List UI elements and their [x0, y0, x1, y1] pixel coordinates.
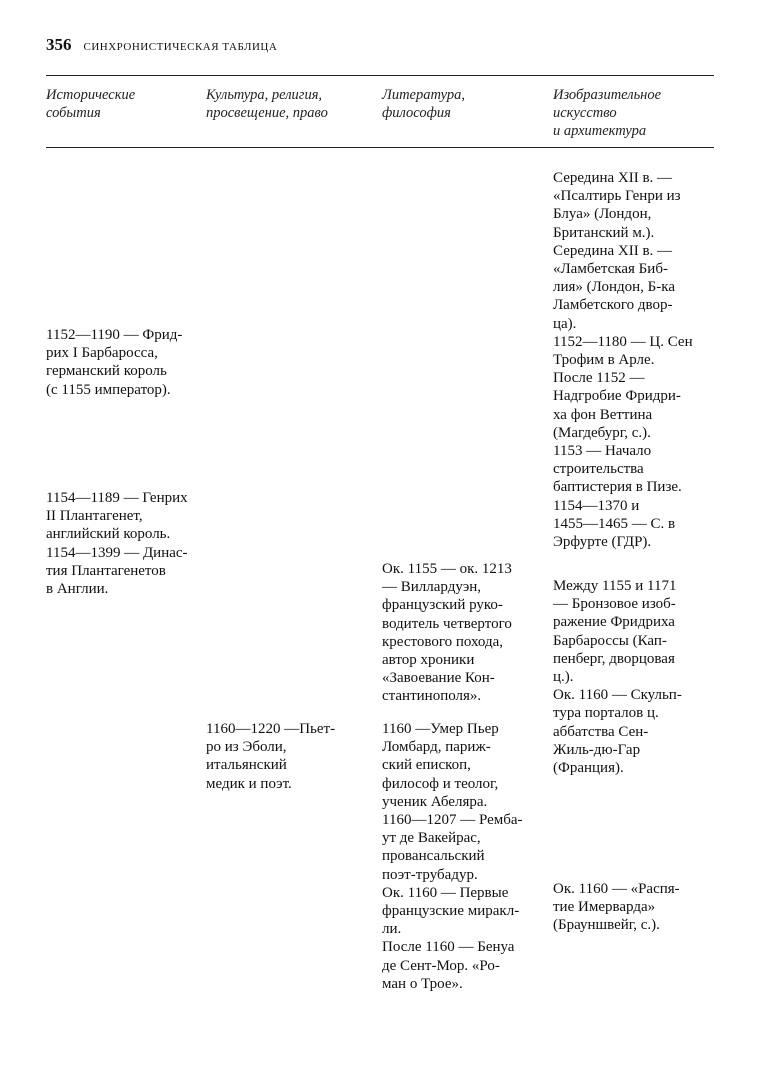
entry-line: баптистерия в Пизе.: [553, 479, 682, 496]
page-number: 356: [46, 35, 72, 54]
column-header-line: Культура, религия,: [206, 87, 323, 103]
entry-line: тия Плантагенетов: [46, 562, 166, 579]
table-entry-art: [553, 880, 680, 935]
entry-line: Надгробие Фридри-: [553, 388, 681, 405]
table-entry-history: [46, 326, 182, 399]
entry-line: пенберг, дворцовая: [553, 650, 675, 667]
column-header-line: события: [46, 105, 101, 121]
entry-line: Ок. 1160 — Скульп-: [553, 687, 682, 704]
entry-line: рих I Барбаросса,: [46, 345, 158, 362]
entry-line: Блуа» (Лондон,: [553, 206, 652, 223]
entry-line: Середина XII в. —: [553, 242, 673, 259]
entry-line: 1153 — Начало: [553, 443, 652, 460]
table-entry-art: [553, 169, 693, 551]
table-entry-literature: [382, 560, 512, 706]
entry-line: 1455—1465 — С. в: [553, 515, 676, 532]
entry-line: ученик Абеляра.: [382, 793, 488, 810]
entry-line: 1160—1220 —Пьет-: [206, 721, 336, 737]
column-header-history: [46, 86, 135, 122]
entry-line: Британский м.).: [553, 224, 655, 241]
entry-line: ро из Эболи,: [206, 739, 287, 756]
column-header-line: Литература,: [382, 87, 465, 103]
entry-line: (Франция).: [553, 760, 624, 777]
entry-line: Ломбард, париж-: [382, 739, 491, 756]
column-header-line: философия: [382, 105, 451, 121]
entry-line: Между 1155 и 1171: [553, 578, 677, 594]
entry-line: Ок. 1155 — ок. 1213: [382, 561, 512, 577]
entry-line: (Магдебург, с.).: [553, 424, 651, 441]
column-header-line: искусство: [553, 105, 617, 121]
entry-line: ман о Трое».: [382, 975, 463, 992]
entry-line: автор хроники: [382, 652, 475, 669]
entry-line: 1160—1207 — Рембa-: [382, 812, 523, 829]
entry-line: 1154—1370 и: [553, 497, 640, 514]
entry-line: в Англии.: [46, 581, 109, 598]
entry-line: Эрфурте (ГДР).: [553, 534, 652, 551]
running-title: СИНХРОНИСТИЧЕСКАЯ ТАБЛИЦА: [83, 41, 278, 53]
page-header: [46, 35, 277, 55]
entry-line: провансальский: [382, 848, 485, 865]
table-entry-culture: [206, 720, 335, 793]
entry-line: французские миракл-: [382, 903, 520, 920]
column-header-line: Исторические: [46, 87, 136, 103]
entry-line: Барбароссы (Кап-: [553, 632, 667, 649]
entry-line: (с 1155 император).: [46, 381, 171, 398]
entry-line: После 1160 — Бенуа: [382, 939, 515, 956]
entry-line: (Брауншвейг, с.).: [553, 917, 660, 934]
entry-line: строительства: [553, 461, 644, 478]
column-header-line: и архитектура: [553, 123, 647, 139]
entry-line: германский король: [46, 363, 167, 380]
entry-line: 1152—1190 — Фрид-: [46, 327, 183, 343]
entry-line: Ок. 1160 — Первые: [382, 884, 509, 901]
top-rule: [46, 75, 714, 76]
entry-line: 1152—1180 — Ц. Сен: [553, 333, 693, 350]
entry-line: Середина XII в. —: [553, 170, 673, 186]
entry-line: Жиль-дю-Гар: [553, 741, 641, 758]
entry-line: итальянский: [206, 757, 287, 774]
entry-line: водитель четвертого: [382, 615, 512, 632]
entry-line: ца).: [553, 315, 577, 332]
entry-line: ц.).: [553, 669, 574, 686]
entry-line: Трофим в Арле.: [553, 352, 655, 369]
table-entry-art: [553, 577, 682, 777]
entry-line: II Плантагенет,: [46, 508, 143, 525]
entry-line: Ламбетского двор-: [553, 297, 673, 314]
entry-line: крестового похода,: [382, 633, 504, 650]
entry-line: «Ламбетская Биб-: [553, 261, 668, 278]
entry-line: французский руко-: [382, 597, 503, 614]
entry-line: «Псалтирь Генри из: [553, 188, 681, 205]
column-header-literature: [382, 86, 465, 122]
entry-line: 1154—1189 — Генрих: [46, 490, 188, 506]
entry-line: де Сент-Мор. «Ро-: [382, 957, 500, 974]
entry-line: ха фон Веттина: [553, 406, 653, 423]
entry-line: стантинополя».: [382, 688, 482, 705]
column-header-line: просвещение, право: [206, 105, 328, 121]
header-bottom-rule: [46, 147, 714, 148]
table-entry-history: [46, 489, 188, 598]
entry-line: ут де Вакейрас,: [382, 830, 481, 847]
entry-line: поэт-трубадур.: [382, 866, 478, 883]
table-entry-literature: [382, 720, 523, 993]
entry-line: философ и теолог,: [382, 775, 499, 792]
entry-line: лия» (Лондон, Б-ка: [553, 279, 675, 296]
entry-line: 1160 —Умер Пьер: [382, 721, 499, 737]
entry-line: ражение Фридриха: [553, 614, 675, 631]
entry-line: — Виллардуэн,: [382, 579, 482, 596]
column-header-culture: [206, 86, 328, 122]
entry-line: английский король.: [46, 526, 171, 543]
entry-line: ли.: [382, 921, 402, 938]
entry-line: тие Имерварда»: [553, 899, 656, 916]
column-header-art: [553, 86, 661, 140]
entry-line: Ок. 1160 — «Распя-: [553, 881, 680, 897]
entry-line: медик и поэт.: [206, 775, 292, 792]
entry-line: — Бронзовое изоб-: [553, 596, 676, 613]
entry-line: ский епископ,: [382, 757, 471, 774]
entry-line: После 1152 —: [553, 370, 645, 387]
entry-line: аббатства Сен-: [553, 723, 649, 740]
entry-line: 1154—1399 — Динас-: [46, 544, 188, 561]
entry-line: «Завоевание Кон-: [382, 670, 495, 687]
entry-line: тура порталов ц.: [553, 705, 659, 722]
column-header-line: Изобразительное: [553, 87, 662, 103]
